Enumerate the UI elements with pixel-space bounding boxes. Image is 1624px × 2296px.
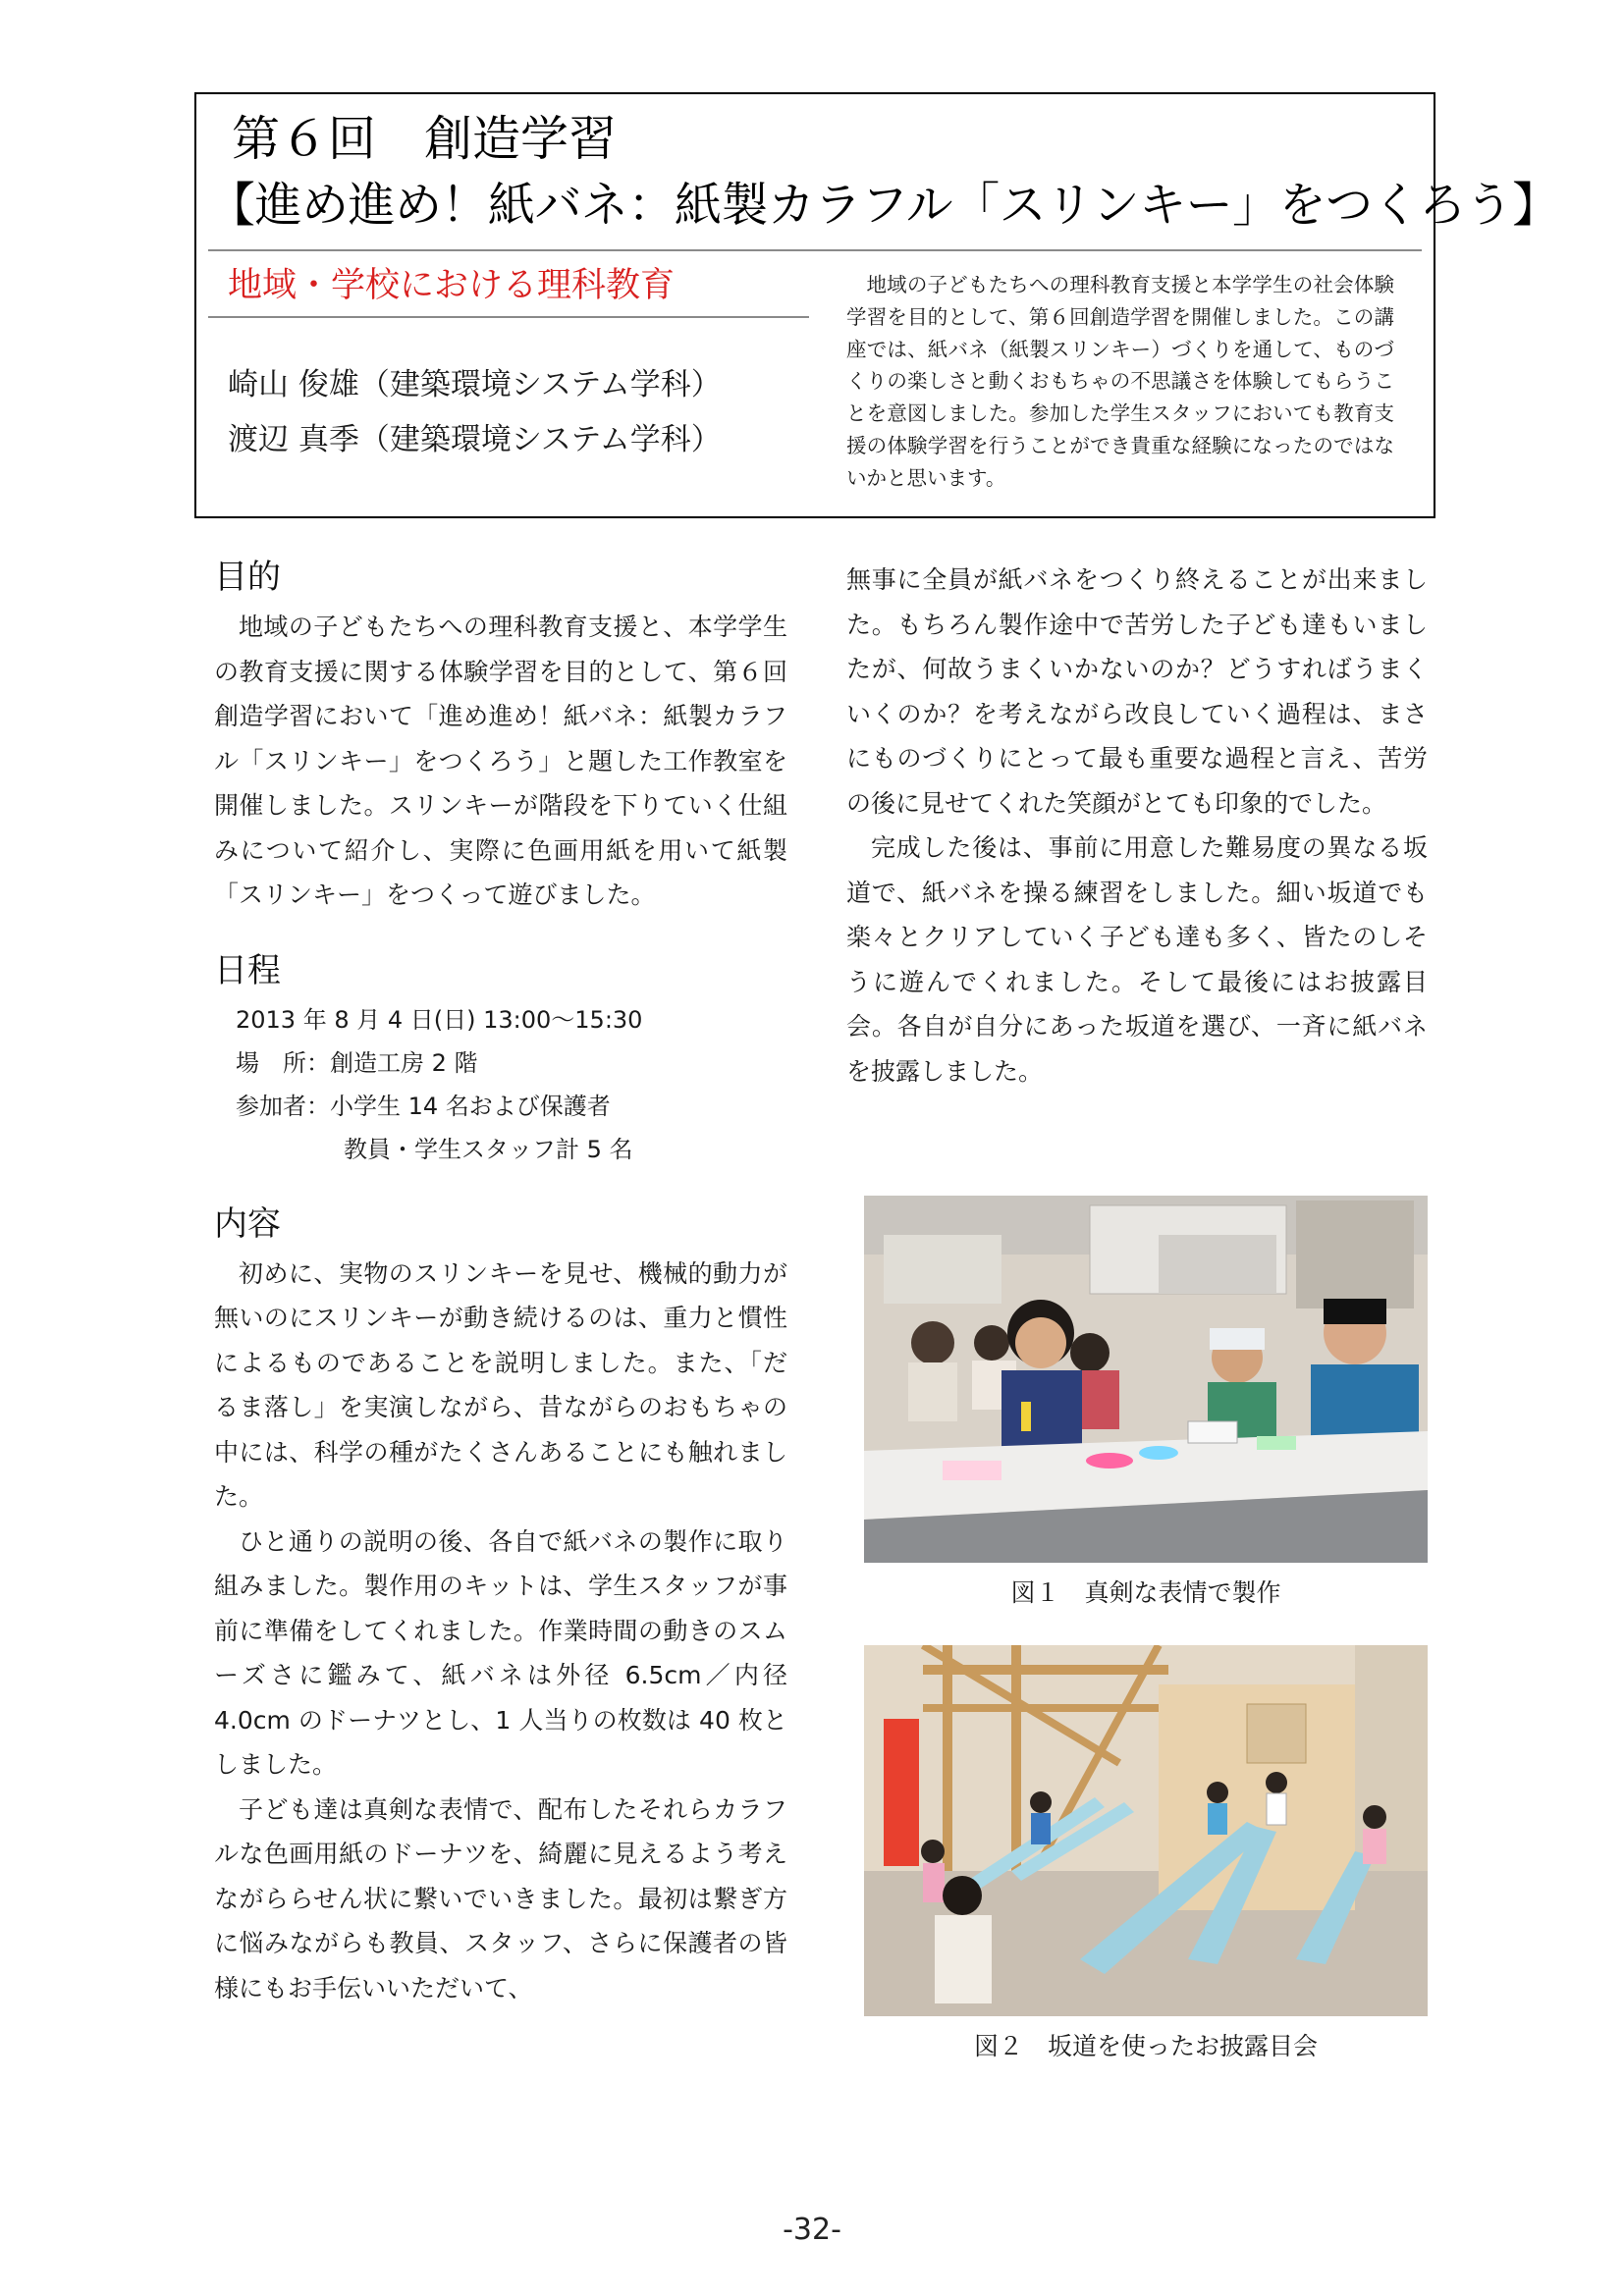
figure-2-photo [864,1645,1428,2016]
subtitle: 地域・学校における理科教育 [228,266,676,305]
title-rule [208,249,1422,251]
content-p4: 完成した後は、事前に用意した難易度の異なる坂道で、紙バネを操る練習をしました。細い坂道でも楽々とクリアしていく子ども達も多く、皆たのしそうに遊んでくれました。そして最後にはお披露目会。各自が自分にあった坂道を選び、一斉に紙バネを披露しました。 [846,833,1428,1086]
content-heading: 内容 [214,1203,281,1244]
content-p3-continued: 無事に全員が紙バネをつくり終えることが出来ました。もちろん製作途中で苦労した子ども達もいましたが、何故うまくいかないのか？どうすればうまくいくのか？を考えながら改良していく過程は、まさにものづくりにとって最も重要な過程と言え、苦労の後に見せてくれた笑顔がとても印象的でした。 [846,565,1428,818]
figure-1-photo [864,1196,1428,1563]
figure-1-caption: 図１ 真剣な表情で製作 [1010,1578,1281,1607]
abstract [846,269,1394,495]
schedule-heading: 日程 [214,950,281,990]
schedule-participants-1: 参加者：小学生 14 名および保護者 [236,1092,611,1120]
subtitle-rule [208,316,809,318]
schedule-date: 2013 年 8 月 4 日(日) 13:00〜15:30 [236,1005,643,1034]
author-1: 崎山 俊雄（建築環境システム学科） [228,367,722,402]
content-p3: 子ども達は真剣な表情で、配布したそれらカラフルな色画用紙のドーナツを、綺麗に見えるよう考えながららせん状に繋いでいきました。最初は繋ぎ方に悩みながらも教員、スタッフ、さらに保護者の皆様にもお手伝いいただいて、 [214,1794,787,2002]
content-p2: ひと通りの説明の後、各自で紙バネの製作に取り組みました。製作用のキットは、学生スタッフが事前に準備をしてくれました。作業時間の動きのスムーズさに鑑みて、紙バネは外径 6.5cm／内径 4.0cm のドーナツとし、1 人当りの枚数は 40 枚としました。 [214,1526,787,1779]
figure-2-caption: 図２ 坂道を使ったお披露目会 [973,2032,1318,2060]
abstract-text: 地域の子どもたちへの理科教育支援と本学学生の社会体験学習を目的として、第６回創造学習を開催しました。この講座では、紙バネ（紙製スリンキー）づくりを通して、ものづくりの楽しさと動くおもちゃの不思議さを体験してもらうことを意図しました。参加した学生スタッフにおいても教育支援の体験学習を行うことができ貴重な経験になったのではないかと思います。 [846,273,1394,490]
schedule-participants-2: 教員・学生スタッフ計 5 名 [344,1135,633,1163]
title-line2: 【進め進め！紙バネ：紙製カラフル「スリンキー」をつくろう】 [208,178,1559,233]
author-2: 渡辺 真季（建築環境システム学科） [228,422,722,457]
title-line1: 第６回 創造学習 [232,111,618,167]
schedule-list [214,998,787,1171]
purpose-heading: 目的 [214,558,281,597]
right-column [846,558,1428,1094]
purpose-body: 地域の子どもたちへの理科教育支援と、本学学生の教育支援に関する体験学習を目的として、第６回創造学習において「進め進め！紙バネ：紙製カラフル「スリンキー」をつくろう」と題した工作教室を開催しました。スリンキーが階段を下りていく仕組みについて紹介し、実際に色画用紙を用いて紙製「スリンキー」をつくって遊びました。 [214,613,787,909]
page-number: -32- [783,2213,841,2247]
content-p1: 初めに、実物のスリンキーを見せ、機械的動力が無いのにスリンキーが動き続けるのは、重力と慣性によるものであることを説明しました。また、「だるま落し」を実演しながら、昔ながらのおもちゃの中には、科学の種がたくさんあることにも触れました。 [214,1258,787,1511]
left-column [214,556,787,2010]
schedule-place: 場 所：創造工房 2 階 [236,1048,478,1077]
